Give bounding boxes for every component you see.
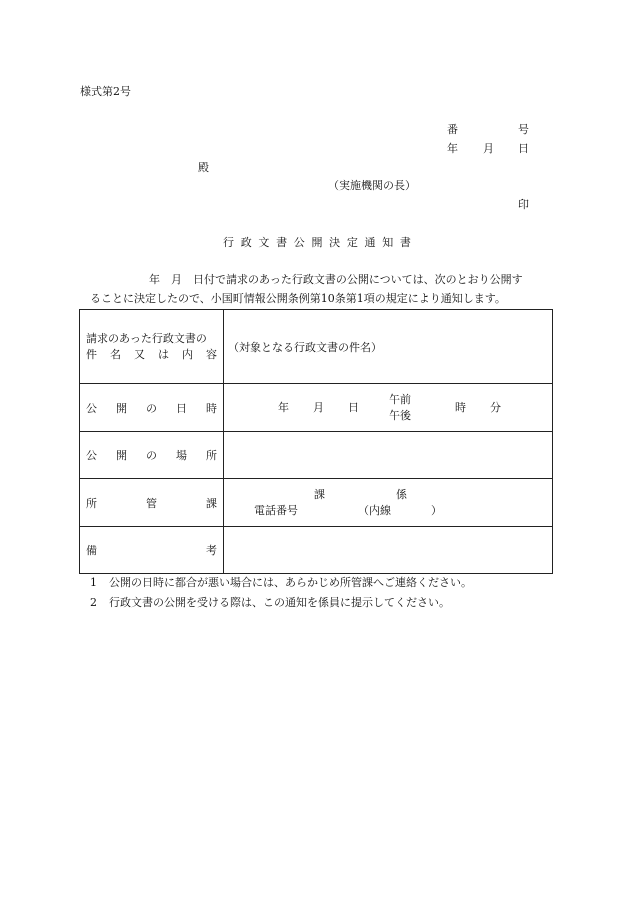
- department-label-cell: [80, 479, 224, 527]
- datetime-ji: 時: [455, 401, 466, 414]
- body-line-1: 年 月 日付で請求のあった行政文書の公開については、次のとおり公開す: [149, 273, 523, 286]
- title-char: 決: [329, 236, 341, 249]
- subject-value-cell: [224, 310, 553, 384]
- title-char: 行: [223, 236, 234, 249]
- addressee-suffix: 殿: [198, 161, 209, 174]
- label-char: 開: [116, 449, 127, 462]
- label-char: 容: [206, 347, 217, 361]
- subject-value: （対象となる行政文書の件名）: [228, 340, 382, 354]
- label-char: 開: [116, 401, 127, 415]
- datetime-label-cell: [80, 384, 224, 432]
- seal-mark: 印: [518, 198, 529, 211]
- label-char: 件: [86, 347, 97, 361]
- department-value-cell: [224, 479, 553, 527]
- department-ka: 課: [314, 488, 325, 501]
- title-char: 通: [364, 236, 376, 249]
- label-char: 場: [176, 449, 187, 462]
- note-number: 2: [90, 596, 97, 609]
- datetime-gogo: 午後: [389, 409, 411, 422]
- datetime-value-cell: [224, 384, 553, 432]
- table-row: [80, 432, 553, 479]
- title-char: 政: [240, 236, 252, 249]
- datetime-nen: 年: [278, 401, 289, 414]
- datetime-fun: 分: [490, 401, 501, 414]
- subject-label-line1: 請求のあった行政文書の: [86, 331, 207, 345]
- date-hi: 日: [518, 142, 529, 155]
- label-char: の: [146, 401, 157, 415]
- title-char: 開: [311, 236, 323, 249]
- title-char: 書: [276, 236, 288, 249]
- phone-label: 電話番号: [254, 504, 298, 517]
- form-number: 様式第2号: [80, 85, 131, 98]
- table-row: [80, 310, 553, 384]
- date-nen: 年: [447, 142, 458, 155]
- subject-label-line2: [86, 347, 217, 363]
- label-char: 名: [110, 347, 121, 361]
- title-char: 文: [258, 236, 270, 249]
- title-char: 公: [293, 236, 305, 249]
- label-char: 考: [206, 544, 217, 557]
- department-kakari: 係: [396, 488, 407, 501]
- label-char: 公: [86, 449, 97, 462]
- label-char: 内: [182, 347, 193, 361]
- table-row: [80, 527, 553, 574]
- note-number: 1: [90, 576, 97, 589]
- extension-close: ）: [431, 504, 442, 517]
- label-char: は: [158, 347, 169, 361]
- extension-open: （内線: [358, 504, 391, 517]
- note-text: 公開の日時に都合が悪い場合には、あらかじめ所管課へご連絡ください。: [109, 576, 472, 589]
- note-item: [90, 573, 472, 593]
- datetime-hi: 日: [348, 401, 359, 414]
- label-char: 日: [176, 401, 187, 415]
- label-char: 所: [86, 496, 97, 510]
- title-char: 書: [399, 236, 411, 249]
- document-title: [223, 237, 411, 248]
- table-row: [80, 384, 553, 432]
- body-line-2: ることに決定したので、小国町情報公開条例第10条第1項の規定により通知します。: [90, 292, 506, 305]
- label-char: 課: [206, 496, 217, 510]
- subject-label-cell: [80, 310, 224, 384]
- note-item: [90, 593, 472, 613]
- title-char: 定: [346, 236, 358, 249]
- go-label: 号: [518, 123, 529, 136]
- label-char: 公: [86, 401, 97, 415]
- label-char: 備: [86, 544, 97, 557]
- remarks-label-cell: [80, 527, 224, 574]
- issuer-label: （実施機関の長）: [328, 179, 416, 192]
- date-tsuki: 月: [483, 142, 494, 155]
- notes-list: [90, 573, 472, 613]
- place-label-cell: [80, 432, 224, 479]
- label-char: の: [146, 449, 157, 462]
- title-char: 知: [382, 236, 394, 249]
- label-char: 管: [146, 496, 157, 510]
- decision-table: [79, 309, 553, 574]
- label-char: 所: [206, 449, 217, 462]
- datetime-tsuki: 月: [313, 401, 324, 414]
- remarks-value-cell: [224, 527, 553, 574]
- datetime-gozen: 午前: [389, 393, 411, 406]
- ban-label: 番: [447, 123, 458, 136]
- table-row: [80, 479, 553, 527]
- note-text: 行政文書の公開を受ける際は、この通知を係員に提示してください。: [109, 596, 450, 609]
- label-char: 時: [206, 401, 217, 415]
- place-value-cell: [224, 432, 553, 479]
- label-char: 又: [134, 347, 145, 361]
